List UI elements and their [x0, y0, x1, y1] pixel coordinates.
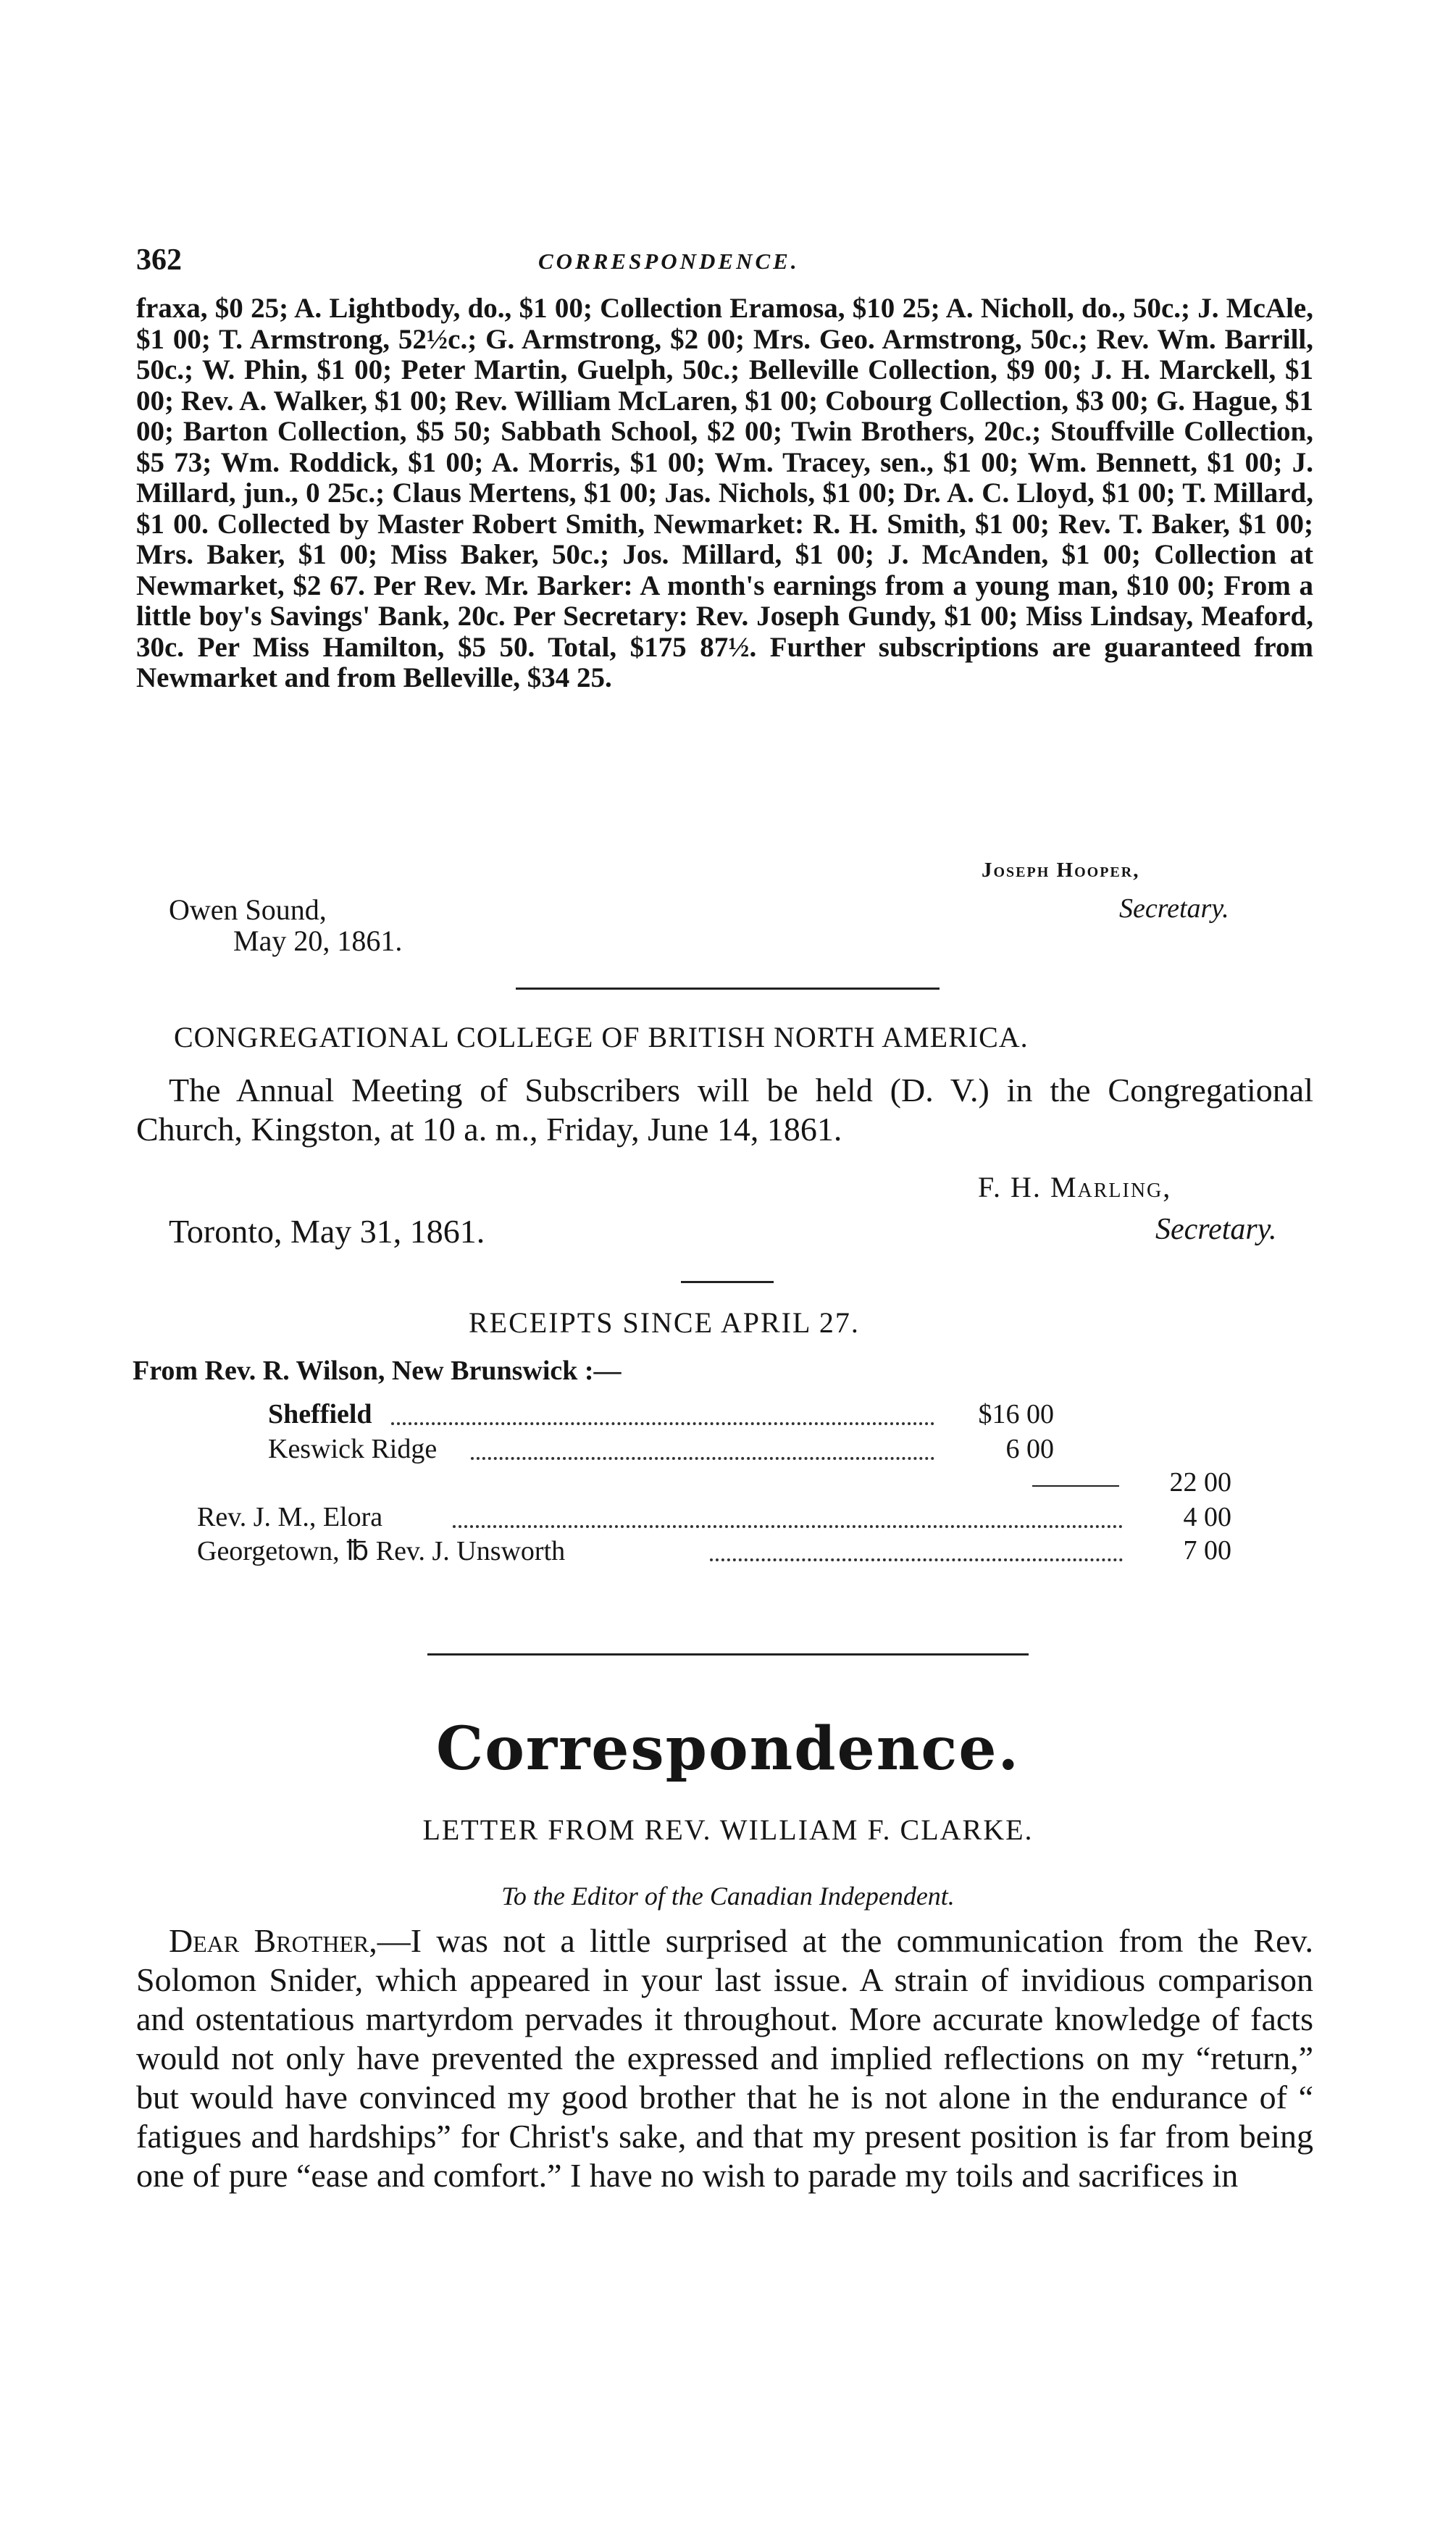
- receipt-subtotal: 22 00: [1169, 1467, 1231, 1498]
- receipts-title: RECEIPTS SINCE APRIL 27.: [469, 1306, 860, 1339]
- college-signature: [978, 1170, 1171, 1204]
- letter-title: LETTER FROM REV. WILLIAM F. CLARKE.: [422, 1813, 1034, 1846]
- receipt-item-label: Sheffield: [268, 1399, 372, 1429]
- letter-body: [136, 1921, 1313, 2195]
- receipts-from-line: From Rev. R. Wilson, New Brunswick :—: [133, 1356, 622, 1386]
- college-signature-name: Marling,: [1050, 1171, 1172, 1203]
- subscription-signature-role: Secretary.: [1119, 893, 1229, 924]
- receipt-item-amount: $16 00: [978, 1399, 1054, 1429]
- college-notice-body: The Annual Meeting of Subscribers will be held (D. V.) in the Congregational Church, Kingston, at 10 a. m., Friday, June 14, 1861.: [136, 1072, 1313, 1148]
- dot-leader: [453, 1525, 1123, 1528]
- letter-salutation: Dear Brother,: [169, 1922, 377, 1959]
- letter-addressee: To the Editor of the Canadian Independent.: [501, 1882, 955, 1911]
- dot-leader: [471, 1457, 934, 1460]
- dot-leader: [391, 1422, 934, 1425]
- running-title: CORRESPONDENCE.: [538, 249, 800, 274]
- college-signature-role: Secretary.: [1155, 1213, 1277, 1246]
- letter-text: —I was not a little surprised at the communication from the Rev. Solomon Snider, which appeared in your last issue. A strain of invidious comparison and ostentatious martyrdom pervades it throughout. More accurate knowledge of facts would not only have prevented the expressed and implied reflections on my “return,” but would have convinced my good brother that he is not alone in the endurance of “ fatigues and hardships” for Christ's sake, and that my present position is far from being one of pure “ease and comfort.” I have no wish to parade my toils and sacrifices in: [136, 1922, 1314, 2194]
- college-place-date: Toronto, May 31, 1861.: [169, 1213, 485, 1250]
- divider-rule: [516, 988, 940, 990]
- receipt-item-amount: 7 00: [1183, 1535, 1231, 1566]
- section-heading: Correspondence.: [435, 1714, 1021, 1784]
- receipt-item-amount: 4 00: [1183, 1502, 1231, 1532]
- section-divider-rule: [427, 1653, 1029, 1656]
- subscription-date: May 20, 1861.: [233, 924, 403, 957]
- page-number: 362: [136, 243, 182, 277]
- college-notice-title: CONGREGATIONAL COLLEGE OF BRITISH NORTH AMERICA.: [174, 1021, 1029, 1053]
- college-signature-initials: F. H.: [978, 1171, 1042, 1203]
- receipt-item-label: Georgetown, ℔ Rev. J. Unsworth: [197, 1536, 566, 1566]
- dot-leader: [710, 1558, 1123, 1561]
- subtotal-rule: [1032, 1485, 1119, 1487]
- receipt-item-label: Keswick Ridge: [268, 1434, 438, 1464]
- receipt-item-label: Rev. J. M., Elora: [197, 1502, 383, 1532]
- divider-rule-short: [681, 1281, 774, 1283]
- subscription-list: fraxa, $0 25; A. Lightbody, do., $1 00; Collection Eramosa, $10 25; A. Nicholl, do., 50c.; J. McAle, $1 00; T. Armstrong, 52½c.; G. Armstrong, $2 00; Mrs. Geo. Armstrong, 50c.; Rev. Wm. Barrill, 50c.; W. Phin, $1 00; Peter Martin, Guelph, 50c.; Belleville Collection, $9 00; J. H. Marckell, $1 00; Rev. A. Walker, $1 00; Rev. William McLaren, $1 00; Cobourg Collection, $3 00; G. Hague, $1 00; Barton Collection, $5 50; Sabbath School, $2 00; Twin Brothers, 20c.; Stouffville Collection, $5 73; Wm. Roddick, $1 00; A. Morris, $1 00; Wm. Tracey, sen., $1 00; Wm. Bennett, $1 00; J. Millard, jun., 0 25c.; Claus Mertens, $1 00; Jas. Nichols, $1 00; Dr. A. C. Lloyd, $1 00; T. Millard, $1 00. Collected by Master Robert Smith, Newmarket: R. H. Smith, $1 00; Rev. T. Baker, $1 00; Mrs. Baker, $1 00; Miss Baker, 50c.; Jos. Millard, $1 00; J. McAnden, $1 00; Collection at Newmarket, $2 67. Per Rev. Mr. Barker: A month's earnings from a young man, $10 00; From a little boy's Savings' Bank, 20c. Per Secretary: Rev. Joseph Gundy, $1 00; Miss Lindsay, Meaford, 30c. Per Miss Hamilton, $5 50. Total, $175 87½. Further subscriptions are guaranteed from Newmarket and from Belleville, $34 25.: [136, 293, 1313, 693]
- subscription-signature: Joseph Hooper,: [982, 859, 1140, 882]
- receipt-item-amount: 6 00: [1005, 1434, 1054, 1464]
- subscription-place: Owen Sound,: [169, 893, 327, 926]
- page-header: [136, 243, 1313, 286]
